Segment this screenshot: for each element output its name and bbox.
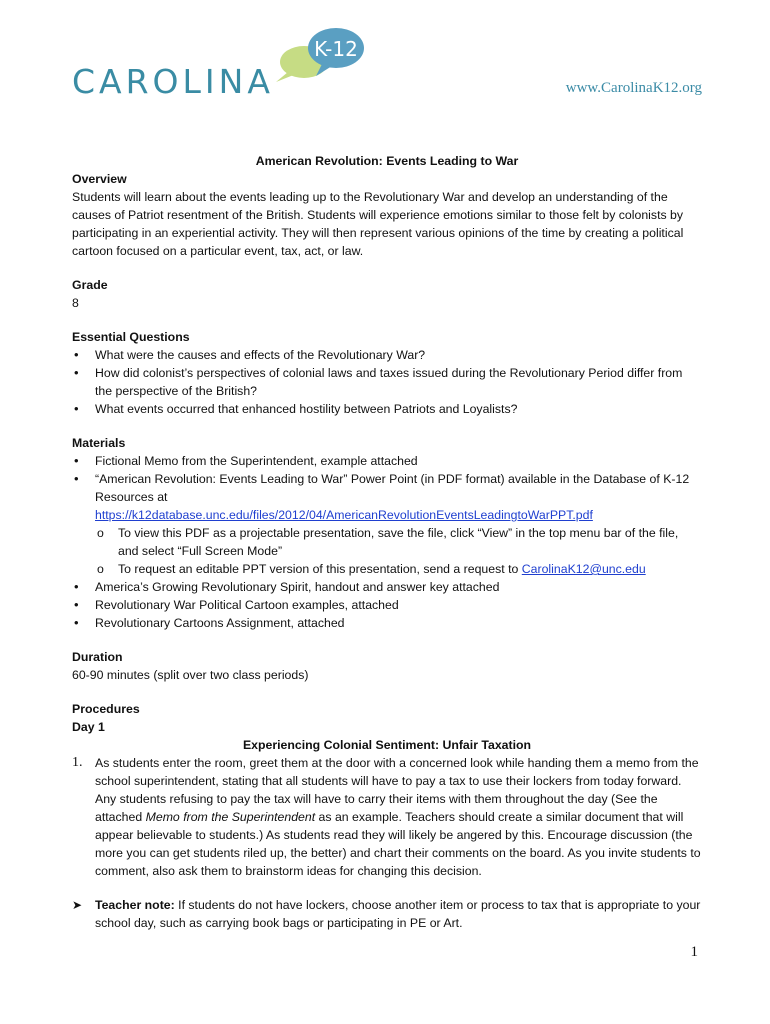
overview-text: Students will learn about the events leading up to the Revolutionary War and develop an understanding of the causes of Patriot resentment of the British. Students will experience emotions similar to those felt by colonists by participating in an experiential activity. They will then represent various opinions of the time by creating a political cartoon focused on a particular event, tax, act, or law. [72, 190, 684, 258]
sub-bullet-marker: o [97, 562, 104, 576]
list-item: • Revolutionary War Political Cartoon examples, attached [72, 596, 702, 614]
list-item [72, 470, 702, 578]
document-body [72, 152, 702, 932]
k12-badge-text: K-12 [314, 37, 358, 61]
step-number: 1. [72, 755, 83, 770]
duration-value: 60-90 minutes (split over two class periods) [72, 668, 309, 682]
step-text-part2: as an example. Teachers should create a similar document that will appear believable to students.) As students read they will likely be angered by this. Encourage discussion (the more you can get students riled up, the better) and chart their comments on the board. As you invite students to comment, also ask them to brainstorm ideas for changing this decision. [95, 810, 701, 878]
website-url[interactable]: www.CarolinaK12.org [565, 80, 702, 96]
list-item: • What events occurred that enhanced hostility between Patriots and Loyalists? [72, 400, 702, 418]
page-number: 1 [690, 944, 698, 960]
document-title: American Revolution: Events Leading to War [255, 154, 519, 168]
list-item [72, 754, 702, 880]
green-bubble-tail [276, 72, 296, 82]
arrow-bullet-icon: ➤ [72, 898, 83, 912]
procedure-subheading: Experiencing Colonial Sentiment: Unfair Taxation [242, 738, 532, 752]
list-item: • What were the causes and effects of the Revolutionary War? [72, 346, 702, 364]
step-text-part1: As students enter the room, greet them at the door with a concerned look while handing them a memo from the school superintendent, stating that all students will have to pay a tax to use their lockers from today forward. Any students refusing to pay the tax will have to carry their items with them throughout the day (See the attached [95, 756, 699, 824]
teacher-note-text: If students do not have lockers, choose another item or process to tax that is appropriate to your school day, such as carrying book bags or participating in PE or Art. [95, 898, 701, 930]
carolina-logo-text: CAROLINA [72, 62, 274, 101]
list-item: • How did colonist’s perspectives of colonial laws and taxes issued during the Revolutionary Period differ from the perspective of the British? [72, 364, 702, 400]
teacher-note [72, 896, 702, 932]
day-heading: Day 1 [72, 720, 105, 734]
email-link[interactable]: CarolinaK12@unc.edu [521, 562, 646, 576]
overview-heading: Overview [72, 172, 127, 186]
materials-ppt-text: “American Revolution: Events Leading to War” Power Point (in PDF format) available in the Database of K-12 Resources at [95, 472, 690, 504]
materials-heading: Materials [72, 436, 126, 450]
step-text-emphasis: Memo from the Superintendent [145, 810, 316, 824]
essential-questions-list [72, 346, 702, 418]
sub-bullet-marker: o [97, 526, 104, 540]
duration-heading: Duration [72, 650, 123, 664]
grade-heading: Grade [72, 278, 108, 292]
materials-list [72, 452, 702, 632]
teacher-note-label: Teacher note: [95, 898, 175, 912]
sub-item-text: To view this PDF as a projectable presentation, save the file, click “View” in the top menu bar of the file, and select “Full Screen Mode” [118, 526, 679, 558]
ppt-pdf-link[interactable]: https://k12database.unc.edu/files/2012/04/AmericanRevolutionEventsLeadingtoWarPPT.pdf [95, 508, 593, 522]
essential-questions-heading: Essential Questions [72, 330, 190, 344]
sub-item-text: To request an editable PPT version of this presentation, send a request to [118, 562, 519, 576]
list-item: • America’s Growing Revolutionary Spirit, handout and answer key attached [72, 578, 702, 596]
ppt-sub-list [95, 524, 702, 578]
k12-speech-bubbles-logo [270, 24, 380, 84]
list-item: • Fictional Memo from the Superintendent, example attached [72, 452, 702, 470]
list-item: • Revolutionary Cartoons Assignment, attached [72, 614, 702, 632]
list-item [95, 560, 702, 578]
procedures-heading: Procedures [72, 702, 140, 716]
grade-value: 8 [72, 296, 79, 310]
list-item [95, 524, 702, 560]
procedure-steps [72, 754, 702, 880]
